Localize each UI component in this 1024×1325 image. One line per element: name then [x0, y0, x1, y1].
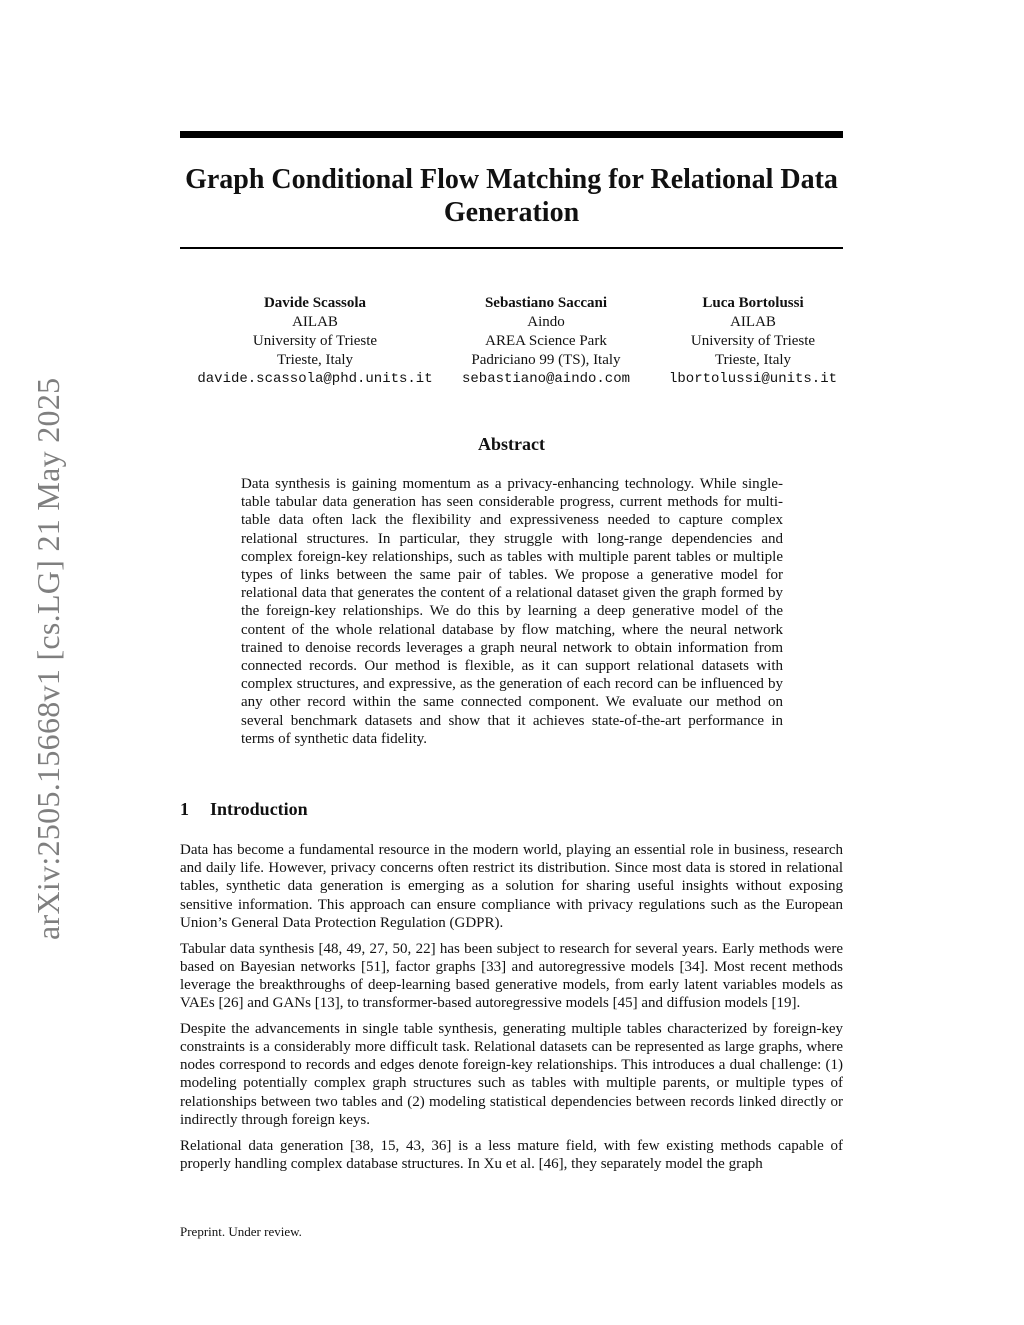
title-bottom-rule: [180, 247, 843, 249]
author-2: [446, 294, 646, 389]
title-top-rule: [180, 131, 843, 138]
abstract-heading: Abstract: [478, 434, 545, 454]
author-location: Padriciano 99 (TS), Italy: [471, 352, 621, 368]
paragraph: Despite the advancements in single table synthesis, generating multiple tables characterized by foreign-key constraints is a considerably more difficult task. Relational datasets can be represented as large graphs, where nodes correspond to records and edges denote foreign-key relationships. This introduces a dual challenge: (1) modeling potentially complex graph structures such as tables with multiple parents, or multiple types of relationships between two tables and (2) modeling statistical dependencies between records linked directly or indirectly through foreign keys.: [180, 1020, 843, 1128]
paragraph: Relational data generation [38, 15, 43, 36] is a less mature field, with few existing methods capable of properly handling complex database structures. In Xu et al. [46], they separately model the graph: [180, 1137, 843, 1172]
author-affiliation: AILAB: [730, 314, 776, 330]
paper-title: Graph Conditional Flow Matching for Relational Data Generation: [185, 164, 838, 228]
author-institution: University of Trieste: [690, 333, 816, 349]
author-institution: University of Trieste: [252, 333, 378, 349]
author-institution: AREA Science Park: [485, 333, 607, 349]
author-affiliation: Aindo: [527, 314, 565, 330]
section-body: [180, 841, 843, 1180]
author-email: sebastiano@aindo.com: [461, 371, 631, 387]
section-number: 1: [180, 799, 189, 819]
author-email: davide.scassola@phd.units.it: [197, 371, 433, 387]
author-name: Luca Bortolussi: [702, 295, 804, 311]
author-3: [653, 294, 853, 389]
author-name: Sebastiano Saccani: [484, 295, 608, 311]
author-name: Davide Scassola: [263, 295, 367, 311]
section-heading: [180, 799, 308, 820]
preprint-footer: Preprint. Under review.: [180, 1224, 302, 1239]
paragraph: Tabular data synthesis [48, 49, 27, 50, 22] has been subject to research for several years. Early methods were based on Bayesian networks [51], factor graphs [33] and autoregressive models [34]. Most recent methods leverage the breakthroughs of deep-learning based generative models, from early latent variables models as VAEs [26] and GANs [13], to transformer-based autoregressive models [45] and diffusion models [19].: [180, 940, 843, 1012]
author-email: lbortolussi@units.it: [668, 371, 838, 387]
paragraph: Data has become a fundamental resource in the modern world, playing an essential role in business, research and daily life. However, privacy concerns often restrict its distribution. Since most data is stored in relational tables, synthetic data generation is emerging as a solution for sharing useful insights without exposing sensitive information. This approach can ensure compliance with privacy regulations such as the European Union’s General Data Protection Regulation (GDPR).: [180, 842, 843, 931]
abstract-text: Data synthesis is gaining momentum as a privacy-enhancing technology. While single-table tabular data generation has seen considerable progress, current methods for multi-table data often lack the flexibility and expressiveness needed to capture complex relational structures. In particular, they struggle with long-range dependencies and complex foreign-key relationships, such as tables with multiple parent tables or multiple types of links between the same pair of tables. We propose a generative model for relational data that generates the content of a relational dataset given the graph formed by the foreign-key relationships. We do this by learning a deep generative model of the content of the whole relational database by flow matching, where the neural network trained to denoise records leverages a graph neural network to obtain information from connected records. Our method is flexible, as it can support relational datasets with complex structures, and expressive, as the generation of each record can be influenced by any other record within the same connected component. We evaluate our method on several benchmark datasets and show that it achieves state-of-the-art performance in terms of synthetic data fidelity.: [241, 476, 783, 747]
arxiv-identifier: arXiv:2505.15668v1 [cs.LG] 21 May 2025: [30, 377, 66, 940]
author-affiliation: AILAB: [292, 314, 338, 330]
section-title: Introduction: [210, 799, 308, 819]
author-location: Trieste, Italy: [714, 352, 792, 368]
author-location: Trieste, Italy: [276, 352, 354, 368]
author-1: [170, 294, 460, 389]
